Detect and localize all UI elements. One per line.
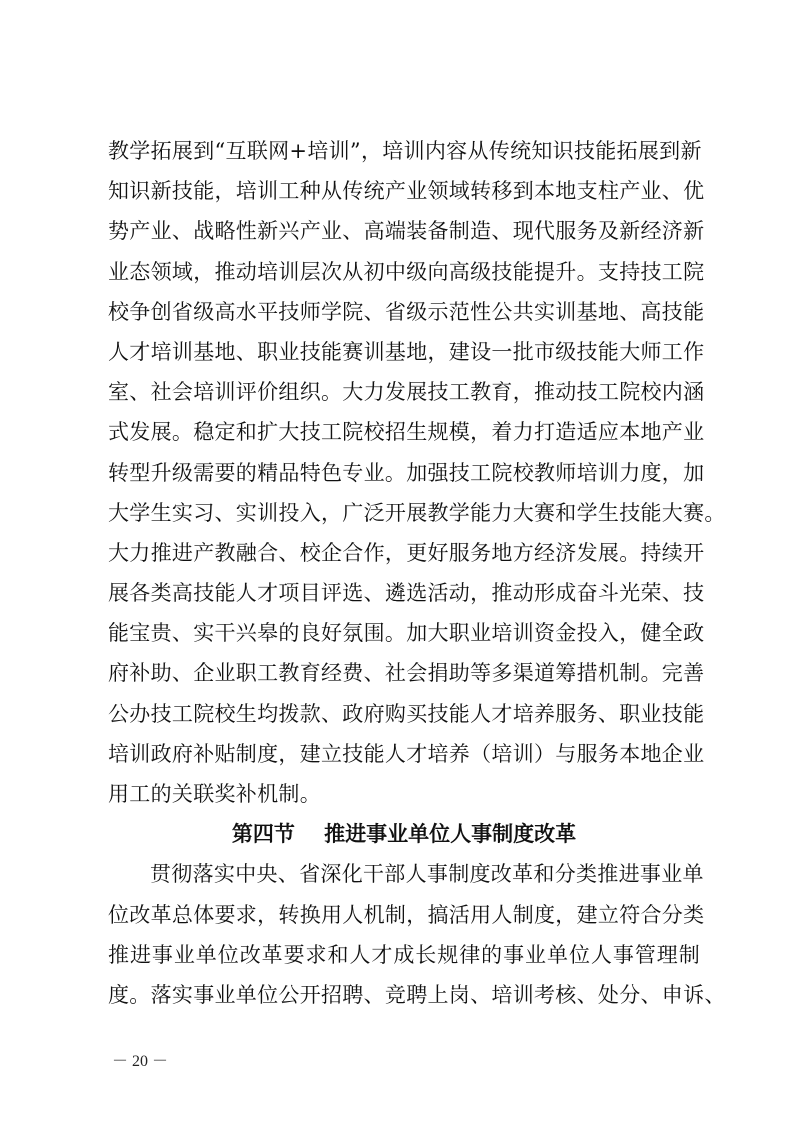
text-line: 能宝贵、实干兴皋的良好氛围。加大职业培训资金投入，健全政 <box>108 621 705 646</box>
text-line: 式发展。稳定和扩大技工院校招生规模，着力打造适应本地产业 <box>108 420 705 445</box>
paragraph-1 <box>108 131 726 814</box>
body-text <box>108 131 726 1015</box>
paragraph-2 <box>108 854 726 1015</box>
text-line: 用工的关联奖补机制。 <box>108 782 321 806</box>
text-line: 贯彻落实中央、省深化干部人事制度改革和分类推进事业单 <box>150 862 704 887</box>
page-number: － 20 － <box>112 1053 169 1070</box>
text-line: 转型升级需要的精品特色专业。加强技工院校教师培训力度，加 <box>108 460 705 485</box>
text-line: 业态领域，推动培训层次从初中级向高级技能提升。支持技工院 <box>108 259 705 284</box>
text-line: 人才培训基地、职业技能赛训基地，建设一批市级技能大师工作 <box>108 339 705 364</box>
text-line: 大学生实习、实训投入，广泛开展教学能力大赛和学生技能大赛。 <box>108 500 726 525</box>
text-line: 校争创省级高水平技师学院、省级示范性公共实训基地、高技能 <box>108 299 705 324</box>
text-line: 势产业、战略性新兴产业、高端装备制造、现代服务及新经济新 <box>108 219 705 244</box>
text-line: 公办技工院校生均拨款、政府购买技能人才培养服务、职业技能 <box>108 701 705 726</box>
text-line: 位改革总体要求，转换用人机制，搞活用人制度，建立符合分类 <box>108 902 705 927</box>
section-heading: 第四节 推进事业单位人事制度改革 <box>231 822 577 847</box>
text-line: 教学拓展到“互联网+培训”，培训内容从传统知识技能拓展到新 <box>108 139 702 163</box>
text-line: 展各类高技能人才项目评选、遴选活动，推动形成奋斗光荣、技 <box>108 581 705 606</box>
text-line: 大力推进产教融合、校企合作，更好服务地方经济发展。持续开 <box>108 540 705 565</box>
text-line: 培训政府补贴制度，建立技能人才培养（培训）与服务本地企业 <box>108 741 705 766</box>
text-line: 室、社会培训评价组织。大力发展技工教育，推动技工院校内涵 <box>108 380 705 405</box>
text-line: 推进事业单位改革要求和人才成长规律的事业单位人事管理制 <box>108 942 700 967</box>
text-line: 度。落实事业单位公开招聘、竞聘上岗、培训考核、处分、申诉、 <box>108 982 726 1007</box>
text-line: 府补助、企业职工教育经费、社会捐助等多渠道筹措机制。完善 <box>108 661 705 686</box>
text-line: 知识新技能，培训工种从传统产业领域转移到本地支柱产业、优 <box>108 179 705 204</box>
